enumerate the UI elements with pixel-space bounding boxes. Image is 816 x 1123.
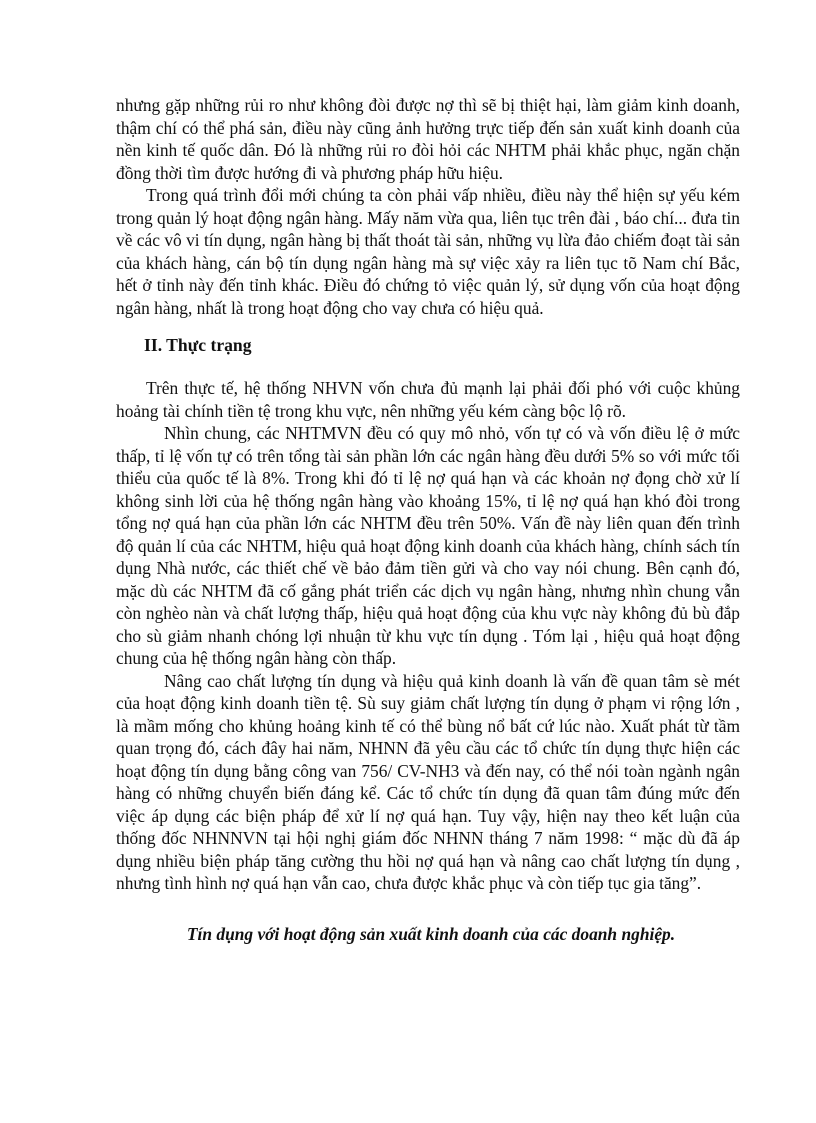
closing-heading: Tín dụng với hoạt động sản xuất kinh doanh của các doanh nghiệp. [186,923,676,944]
section-heading: II. Thực trạng [144,335,252,355]
paragraph-bank-scale: Nhìn chung, các NHTMVN đều có quy mô nhỏ, vốn tự có và vốn điều lệ ở mức thấp, tỉ lệ vốn tự có trên tổng tài sản phần lớn các ngân hàng đều dưới 5% so với mức tối thiểu của quốc tế là 8%. Trong khi đó tỉ lệ nợ quá hạn và các khoản nợ đọng chờ xử lí không sinh lời của hệ thống ngân hàng vào khoảng 15%, tỉ lệ nợ quá hạn khó đòi trong tổng nợ quá hạn của phần lớn các NHTM đều trên 50%. Vấn đề này liên quan đến trình độ quản lí của các NHTM, hiệu quả hoạt động kinh doanh của khách hàng, chính sách tín dụng Nhà nước, các thiết chế về bảo đảm tiền gửi và cho vay nói chung. Bên cạnh đó, mặc dù các NHTM đã cố gắng phát triển các dịch vụ ngân hàng, nhưng nhìn chung vẫn còn nghèo nàn và chất lượng thấp, hiệu quả hoạt động của khu vực này không đủ bù đắp cho sù giảm nhanh chóng lợi nhuận từ khu vực tín dụng . Tóm lại , hiệu quả hoạt động chung của hệ thống ngân hàng còn thấp. [116,423,740,668]
section-spacer [116,356,740,377]
paragraph-system-overview: Trên thực tế, hệ thống NHVN vốn chưa đủ mạnh lại phải đối phó với cuộc khủng hoảng tài chính tiền tệ trong khu vực, nên những yếu kém càng bộc lộ rõ. [116,378,740,421]
paragraph-management-weakness: Trong quá trình đổi mới chúng ta còn phải vấp nhiều, điều này thể hiện sự yếu kém trong quản lý hoạt động ngân hàng. Mấy năm vừa qua, liên tục trên đài , báo chí... đưa tin về các vô vi tín dụng, ngân hàng bị thất thoát tài sản, những vụ lừa đảo chiếm đoạt tài sản của khách hàng, cán bộ tín dụng ngân hàng mà sự việc xảy ra liên tục tõ Nam chí Bắc, hết ở tỉnh này đến tỉnh khác. Điều đó chứng tỏ việc quản lý, sử dụng vốn của hoạt động ngân hàng, nhất là trong hoạt động cho vay chưa có hiệu quả. [116,185,740,318]
paragraph-credit-quality: Nâng cao chất lượng tín dụng và hiệu quả kinh doanh là vấn đề quan tâm sè mét của hoạt động kinh doanh tiền tệ. Sù suy giảm chất lượng tín dụng ở phạm vi rộng lớn , là mầm mống cho khủng hoảng kinh tế có thể bùng nổ bất cứ lúc nào. Xuất phát từ tầm quan trọng đó, cách đây hai năm, NHNN đã yêu cầu các tổ chức tín dụng thực hiện các hoạt động tín dụng bằng công van 756/ CV-NH3 và đến nay, có thể nói toàn ngành ngân hàng có những chuyển biến đáng kể. Các tổ chức tín dụng đã quan tâm đúng mức đến việc áp dụng các biện pháp để xử lí nợ quá hạn. Tuy vậy, hiện nay theo kết luận của thống đốc NHNNVN tại hội nghị giám đốc NHNN tháng 7 năm 1998: “ mặc dù đã áp dụng nhiều biện pháp tăng cường thu hồi nợ quá hạn và nâng cao chất lượng tín dụng , nhưng tình hình nợ quá hạn vẫn cao, chưa được khắc phục và còn tiếp tục gia tăng”. [116,670,740,893]
document-page [116,94,740,945]
paragraph-continuation: nhưng gặp những rủi ro như không đòi được nợ thì sẽ bị thiệt hại, làm giảm kinh doanh, thậm chí có thể phá sản, điều này cũng ảnh hưởng trực tiếp đến sản xuất kinh doanh của nền kinh tế quốc dân. Đó là những rủi ro đòi hỏi các NHTM phải khắc phục, ngăn chặn đồng thời tìm được hướng đi và phương pháp hữu hiệu. [116,95,740,183]
